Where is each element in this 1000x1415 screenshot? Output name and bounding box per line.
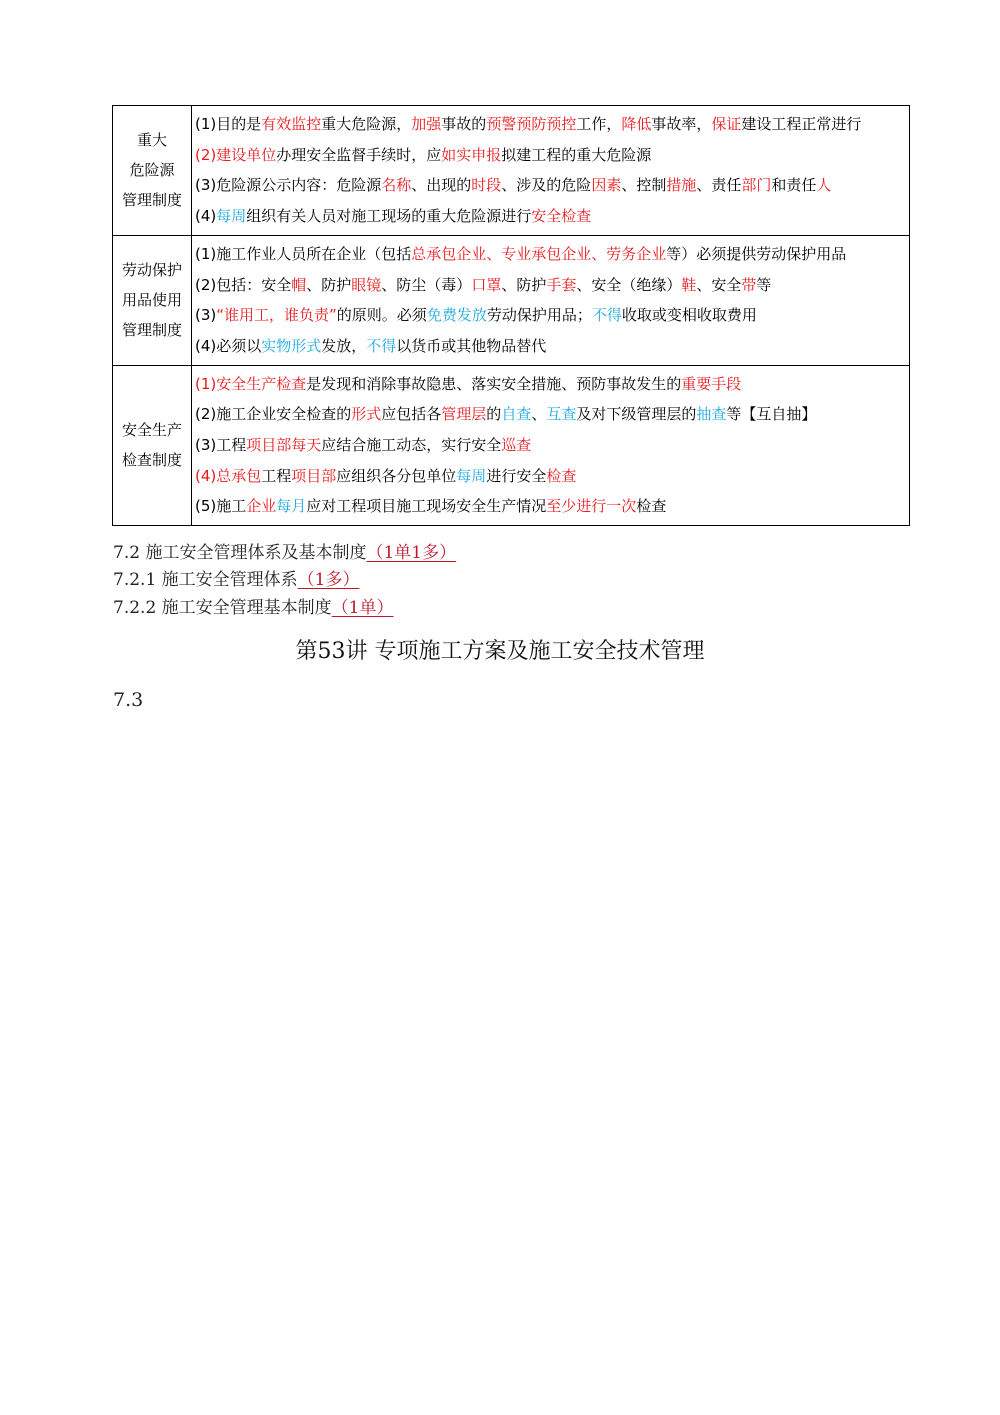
rule-segment: 、安全（绝缘） (576, 275, 682, 294)
rule-segment: 重大危险源， (321, 115, 412, 133)
rule-segment: 事故的 (441, 115, 487, 133)
rule-segment: 组织有关人员对施工现场的重大危险源进行 (246, 207, 532, 226)
rule-segment: “谁用工，谁负责” (216, 306, 337, 325)
category-line: 检查制度 (121, 451, 182, 470)
rule-segment: 等）必须提供劳动保护用品 (666, 244, 847, 263)
rule-segment: 鞋 (681, 275, 697, 294)
rule-segment: 工程 (261, 466, 292, 485)
rule-segment: 、出现的 (411, 176, 472, 195)
rule-segment: 等 (756, 275, 772, 294)
category-line: 劳动保护 (121, 261, 182, 280)
table-row (113, 365, 910, 526)
rule-segment: 事故率， (651, 115, 712, 133)
rule-segment: 口罩 (471, 275, 502, 294)
rule-segment: 安全检查 (531, 207, 592, 226)
rule-segment: (1)安全生产检查 (195, 374, 307, 393)
rule-item (195, 430, 909, 461)
rule-segment: 免费发放 (426, 306, 487, 325)
heading-7-2-2 (113, 593, 394, 618)
rule-segment: (2)施工企业安全检查的 (195, 405, 352, 424)
rule-segment: 部门 (741, 176, 772, 195)
rule-segment: 预警预防预控 (486, 115, 577, 133)
rule-segment: 时段 (471, 176, 502, 195)
rule-segment: 检查 (546, 466, 577, 485)
category-cell (113, 365, 192, 526)
rule-segment: 、 (531, 405, 547, 424)
rule-segment: (1)目的是 (195, 115, 262, 133)
rule-segment: 项目部每天 (246, 436, 322, 455)
rule-item (195, 399, 909, 430)
rule-segment: (3)工程 (195, 436, 247, 455)
category-line: 重大 (136, 131, 167, 150)
rule-item (195, 461, 909, 492)
rule-segment: 、责任 (696, 176, 742, 195)
rule-item (195, 270, 909, 301)
category-line: 安全生产 (121, 421, 182, 440)
rules-cell (192, 106, 910, 236)
rule-segment: 手套 (546, 275, 577, 294)
rule-segment: 、防护 (306, 275, 352, 294)
rule-segment: 带 (741, 275, 757, 294)
category-cell (113, 106, 192, 236)
rule-segment: 措施 (666, 176, 697, 195)
rule-item (195, 491, 909, 522)
rule-segment: 发放， (321, 336, 367, 355)
rule-segment: 工作， (576, 115, 622, 133)
rule-segment: 互查 (546, 405, 577, 424)
category-line: 管理制度 (121, 191, 182, 210)
category-line: 危险源 (129, 161, 175, 180)
rule-segment: 每月 (276, 497, 307, 516)
category-line: 用品使用 (121, 291, 182, 310)
rule-item (195, 331, 909, 362)
rule-segment: 实物形式 (261, 336, 322, 355)
rule-segment: 每周 (216, 207, 247, 226)
rule-segment: 和责任 (771, 176, 817, 195)
rule-segment: 、控制 (621, 176, 667, 195)
heading-7-2-text: 7.2 施工安全管理体系及基本制度 (113, 543, 367, 563)
rule-segment: 眼镜 (351, 275, 382, 294)
rule-segment: (5)施工 (195, 497, 247, 516)
table-row (113, 235, 910, 365)
rule-segment: 抽查 (696, 405, 727, 424)
rule-segment: (3)危险源公示内容：危险源 (195, 176, 382, 195)
rule-item (195, 369, 909, 400)
rule-segment: 拟建工程的重大危险源 (501, 145, 652, 164)
rule-segment: 以货币或其他物品替代 (396, 336, 547, 355)
rule-segment: 企业 (246, 497, 277, 516)
rule-segment: 总承包企业、专业承包企业、劳务企业 (411, 244, 667, 263)
heading-7-2 (113, 538, 456, 563)
rule-item (195, 239, 909, 270)
rule-segment: 不得 (366, 336, 397, 355)
rule-segment: 的原则。必须 (336, 306, 427, 325)
rule-item (195, 201, 909, 232)
rule-segment: 劳动保护用品； (486, 306, 592, 325)
rule-segment: 建设工程正常进行 (741, 115, 862, 133)
heading-7-2-2-tag: （1单） (331, 598, 394, 618)
rule-segment: (2)包括：安全 (195, 275, 292, 294)
rule-segment: 收取或变相收取费用 (621, 306, 757, 325)
rule-segment: 的 (486, 405, 502, 424)
rule-item (195, 300, 909, 331)
rule-segment: 应结合施工动态，实行安全 (321, 436, 502, 455)
rule-item (195, 170, 909, 201)
table-row (113, 106, 910, 236)
heading-7-2-tag: （1单1多） (366, 543, 457, 563)
rules-cell (192, 365, 910, 526)
rule-item (195, 109, 909, 140)
rule-segment: 重要手段 (681, 374, 742, 393)
rule-segment: 应对工程项目施工现场安全生产情况 (306, 497, 547, 516)
rule-segment: 加强 (411, 115, 442, 133)
heading-7-2-1-tag: （1多） (297, 570, 360, 590)
rule-segment: 如实申报 (441, 145, 502, 164)
rule-segment: 进行安全 (486, 466, 547, 485)
rule-segment: 、安全 (696, 275, 742, 294)
rule-segment: 检查 (636, 497, 667, 516)
rule-item (195, 140, 909, 171)
rule-segment: 项目部 (291, 466, 337, 485)
rule-segment: 管理层 (441, 405, 487, 424)
rule-segment: 有效监控 (261, 115, 322, 133)
rule-segment: 应组织各分包单位 (336, 466, 457, 485)
rule-segment: 形式 (351, 405, 382, 424)
rule-segment: 等【互自抽】 (726, 405, 817, 424)
rule-segment: (2)建设单位 (195, 145, 277, 164)
rule-segment: 、涉及的危险 (501, 176, 592, 195)
rule-segment: 自查 (501, 405, 532, 424)
rule-segment: 、防护 (501, 275, 547, 294)
rule-segment: 是发现和消除事故隐患、落实安全措施、预防事故发生的 (306, 374, 682, 393)
heading-7-2-1-text: 7.2.1 施工安全管理体系 (113, 570, 298, 590)
rule-segment: 巡查 (501, 436, 532, 455)
rule-segment: 每周 (456, 466, 487, 485)
category-line: 管理制度 (121, 321, 182, 340)
rules-cell (192, 235, 910, 365)
rule-segment: 、防尘（毒） (381, 275, 472, 294)
heading-7-2-2-text: 7.2.2 施工安全管理基本制度 (113, 598, 332, 618)
rule-segment: (4)必须以 (195, 336, 262, 355)
safety-rules-table (112, 105, 910, 526)
rule-segment: (1)施工作业人员所在企业（包括 (195, 244, 412, 263)
rule-segment: 及对下级管理层的 (576, 405, 697, 424)
rule-segment: 应包括各 (381, 405, 442, 424)
rule-segment: 人 (816, 176, 832, 195)
rule-segment: 降低 (621, 115, 652, 133)
rule-segment: 保证 (711, 115, 742, 133)
lecture-title: 第53讲 专项施工方案及施工安全技术管理 (295, 639, 705, 664)
rule-segment: (4) (195, 207, 217, 226)
rules-table-body (113, 106, 910, 526)
rule-segment: 至少进行一次 (546, 497, 637, 516)
rule-segment: (4)总承包 (195, 466, 262, 485)
rule-segment: 因素 (591, 176, 622, 195)
rule-segment: 不得 (591, 306, 622, 325)
section-number: 7.3 (113, 689, 144, 711)
rule-segment: 名称 (381, 176, 412, 195)
rule-segment: 帽 (291, 275, 307, 294)
rule-segment: 办理安全监督手续时，应 (276, 145, 442, 164)
rule-segment: (3) (195, 306, 217, 325)
category-cell (113, 235, 192, 365)
heading-7-2-1 (113, 565, 360, 590)
